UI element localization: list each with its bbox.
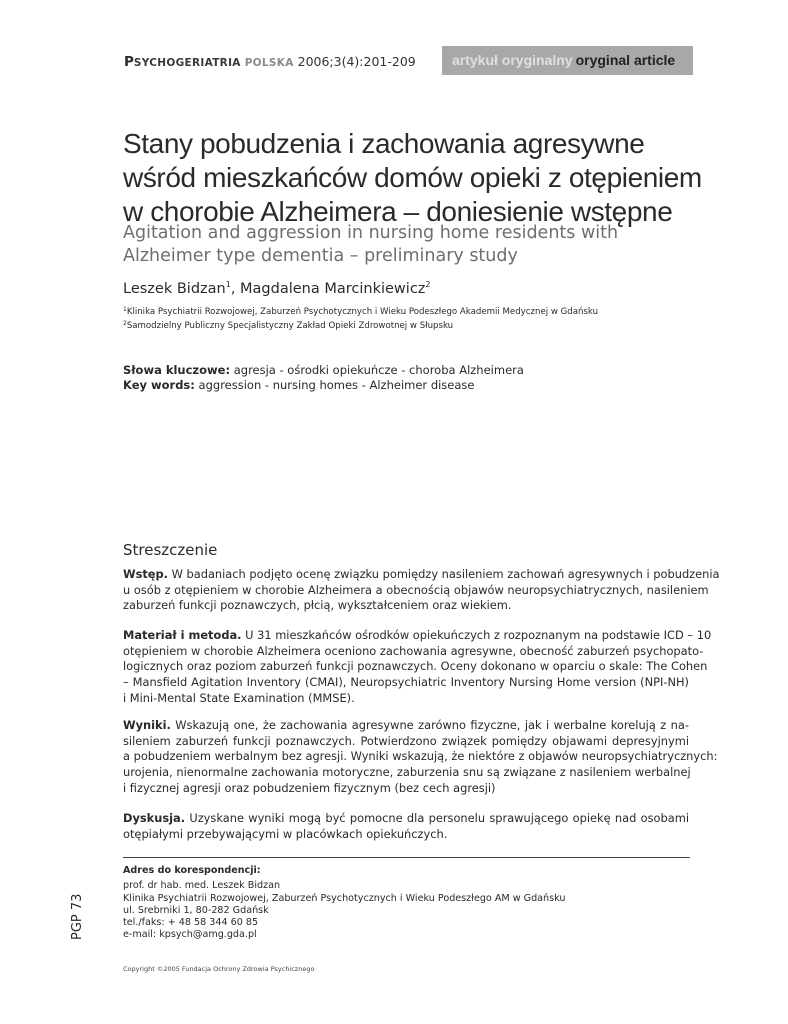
line-text: Wskazują one, że zachowania agresywne zarówno fizyczne, jak i werbalne korelują z na-: [170, 718, 689, 732]
author-affiliation-mark: 2: [425, 280, 431, 289]
author-separator: ,: [230, 281, 241, 297]
author-name: Magdalena Marcinkiewicz: [240, 281, 426, 297]
authors: [123, 280, 431, 297]
abstract-discussion: [123, 811, 689, 842]
journal-citation: [124, 54, 416, 70]
keywords-label: Słowa kluczowe:: [123, 363, 231, 377]
keywords-english: [123, 378, 524, 393]
section-label: Wstęp.: [123, 567, 168, 581]
copyright-notice: Copyright ©2005 Fundacja Ochrony Zdrowia Psychicznego: [123, 965, 315, 973]
divider: [123, 857, 690, 858]
line-text: W badaniach podjęto ocenę związku pomiędzy nasileniem zachowań agresywnych i pobudzenia: [168, 567, 720, 581]
paragraph-line: u osób z otępieniem w chorobie Alzheimera a obecnością objawów neuropsychiatrycznych, nasileniem: [123, 582, 709, 597]
abstract-methods: [123, 628, 712, 707]
correspondence-line: prof. dr hab. med. Leszek Bidzan: [123, 880, 281, 892]
correspondence-address: [123, 865, 565, 942]
section-label: Dyskusja.: [123, 811, 186, 825]
keywords-text: agresja - ośrodki opiekuńcze - choroba Alzheimera: [230, 363, 524, 377]
paragraph-line: zaburzeń funkcji poznawczych, płcią, wykształceniem oraz wiekiem.: [123, 598, 512, 613]
correspondence-line: tel./faks: + 48 58 344 60 85: [123, 917, 259, 929]
journal-name-psycho: SYCHO: [133, 57, 176, 69]
paragraph-line: – Mansfield Agitation Inventory (CMAI), Neuropsychiatric Inventory Nursing Home version (NPI-NH): [123, 675, 689, 690]
correspondence-line: ul. Srebrniki 1, 80-282 Gdańsk: [123, 904, 269, 916]
section-label: Wyniki.: [123, 718, 171, 732]
article-type-badge: [442, 46, 693, 75]
page-label: PGP 73: [70, 893, 85, 940]
affiliation-mark: 1: [123, 306, 127, 313]
paragraph-line: otępiałymi przebywającymi w placówkach opiekuńczych.: [123, 826, 448, 841]
paragraph-line: urojenia, nienormalne zachowania motoryczne, zaburzenia snu są związane z nasileniem werbalnej: [123, 765, 691, 780]
abstract-heading: Streszczenie: [123, 541, 218, 559]
paragraph-line: a pobudzeniem werbalnym bez agresji. Wyniki wskazują, że niektóre z objawów neuropsychiatrycznych:: [123, 749, 718, 764]
paragraph-line: otępieniem w chorobie Alzheimera oceniono zachowania agresywne, obecność zaburzeń psychopato-: [123, 643, 704, 658]
badge-label-pl: artykuł oryginalny: [452, 52, 573, 68]
citation: 2006;3(4):201-209: [297, 54, 416, 69]
paragraph-line: [123, 718, 689, 734]
paragraph-line: sileniem zaburzeń funkcji poznawczych. Potwierdzono związek pomiędzy objawami depresyjnymi: [123, 733, 689, 748]
journal-name-geriatria: GERIATRIA: [175, 57, 241, 69]
affiliation: [123, 304, 598, 318]
abstract-introduction: [123, 567, 720, 614]
title-line: Agitation and aggression in nursing home residents with: [123, 223, 619, 243]
paragraph-line: i Mini-Mental State Examination (MMSE).: [123, 690, 355, 705]
keywords-polish: [123, 363, 524, 378]
keywords: [123, 363, 524, 393]
abstract-results: [123, 718, 718, 797]
title-line: w chorobie Alzheimera – doniesienie wstępne: [123, 196, 673, 227]
correspondence-line: Klinika Psychiatrii Rozwojowej, Zaburzeń Psychotycznych i Wieku Podeszłego AM w Gdańsku: [123, 892, 566, 904]
author-name: Leszek Bidzan: [123, 281, 226, 297]
affiliation-text: Samodzielny Publiczny Specjalistyczny Zakład Opieki Zdrowotnej w Słupsku: [126, 321, 454, 331]
keywords-label: Key words:: [123, 378, 195, 392]
paragraph-line: logicznych oraz poziom zaburzeń funkcji poznawczych. Oceny dokonano w oparciu o skale: The Cohen: [123, 659, 708, 674]
keywords-text: aggression - nursing homes - Alzheimer disease: [194, 378, 475, 392]
title-polish: [123, 127, 723, 229]
paragraph-line: [123, 811, 689, 827]
journal-initial: P: [124, 54, 134, 70]
affiliations: [123, 304, 598, 332]
affiliation: [123, 318, 598, 332]
affiliation-text: Klinika Psychiatrii Rozwojowej, Zaburzeń Psychotycznych i Wieku Podeszłego Akademii Medycznej w Gdańsku: [126, 307, 599, 317]
title-line: Alzheimer type dementia – preliminary study: [123, 246, 518, 266]
affiliation-mark: 2: [123, 320, 127, 327]
badge-label-en: oryginal article: [575, 52, 676, 68]
section-label: Materiał i metoda.: [123, 628, 242, 642]
title-line: wśród mieszkańców domów opieki z otępieniem: [123, 162, 702, 193]
correspondence-email: e-mail: kpsych@amg.gda.pl: [123, 929, 257, 941]
paragraph-line: [123, 567, 720, 583]
line-text: U 31 mieszkańców ośrodków opiekuńczych z rozpoznanym na podstawie ICD – 10: [241, 628, 712, 642]
journal-name-polska: POLSKA: [244, 57, 294, 69]
author-affiliation-mark: 1: [225, 280, 231, 289]
correspondence-heading: Adres do korespondencji:: [123, 865, 261, 876]
line-text: Uzyskane wyniki mogą być pomocne dla personelu sprawującego opiekę nad osobami: [185, 811, 689, 825]
paragraph-line: [123, 628, 712, 644]
title-line: Stany pobudzenia i zachowania agresywne: [123, 128, 645, 159]
paragraph-line: i fizycznej agresji oraz pobudzeniem fizycznym (bez cech agresji): [123, 780, 496, 795]
title-english: [123, 222, 723, 268]
